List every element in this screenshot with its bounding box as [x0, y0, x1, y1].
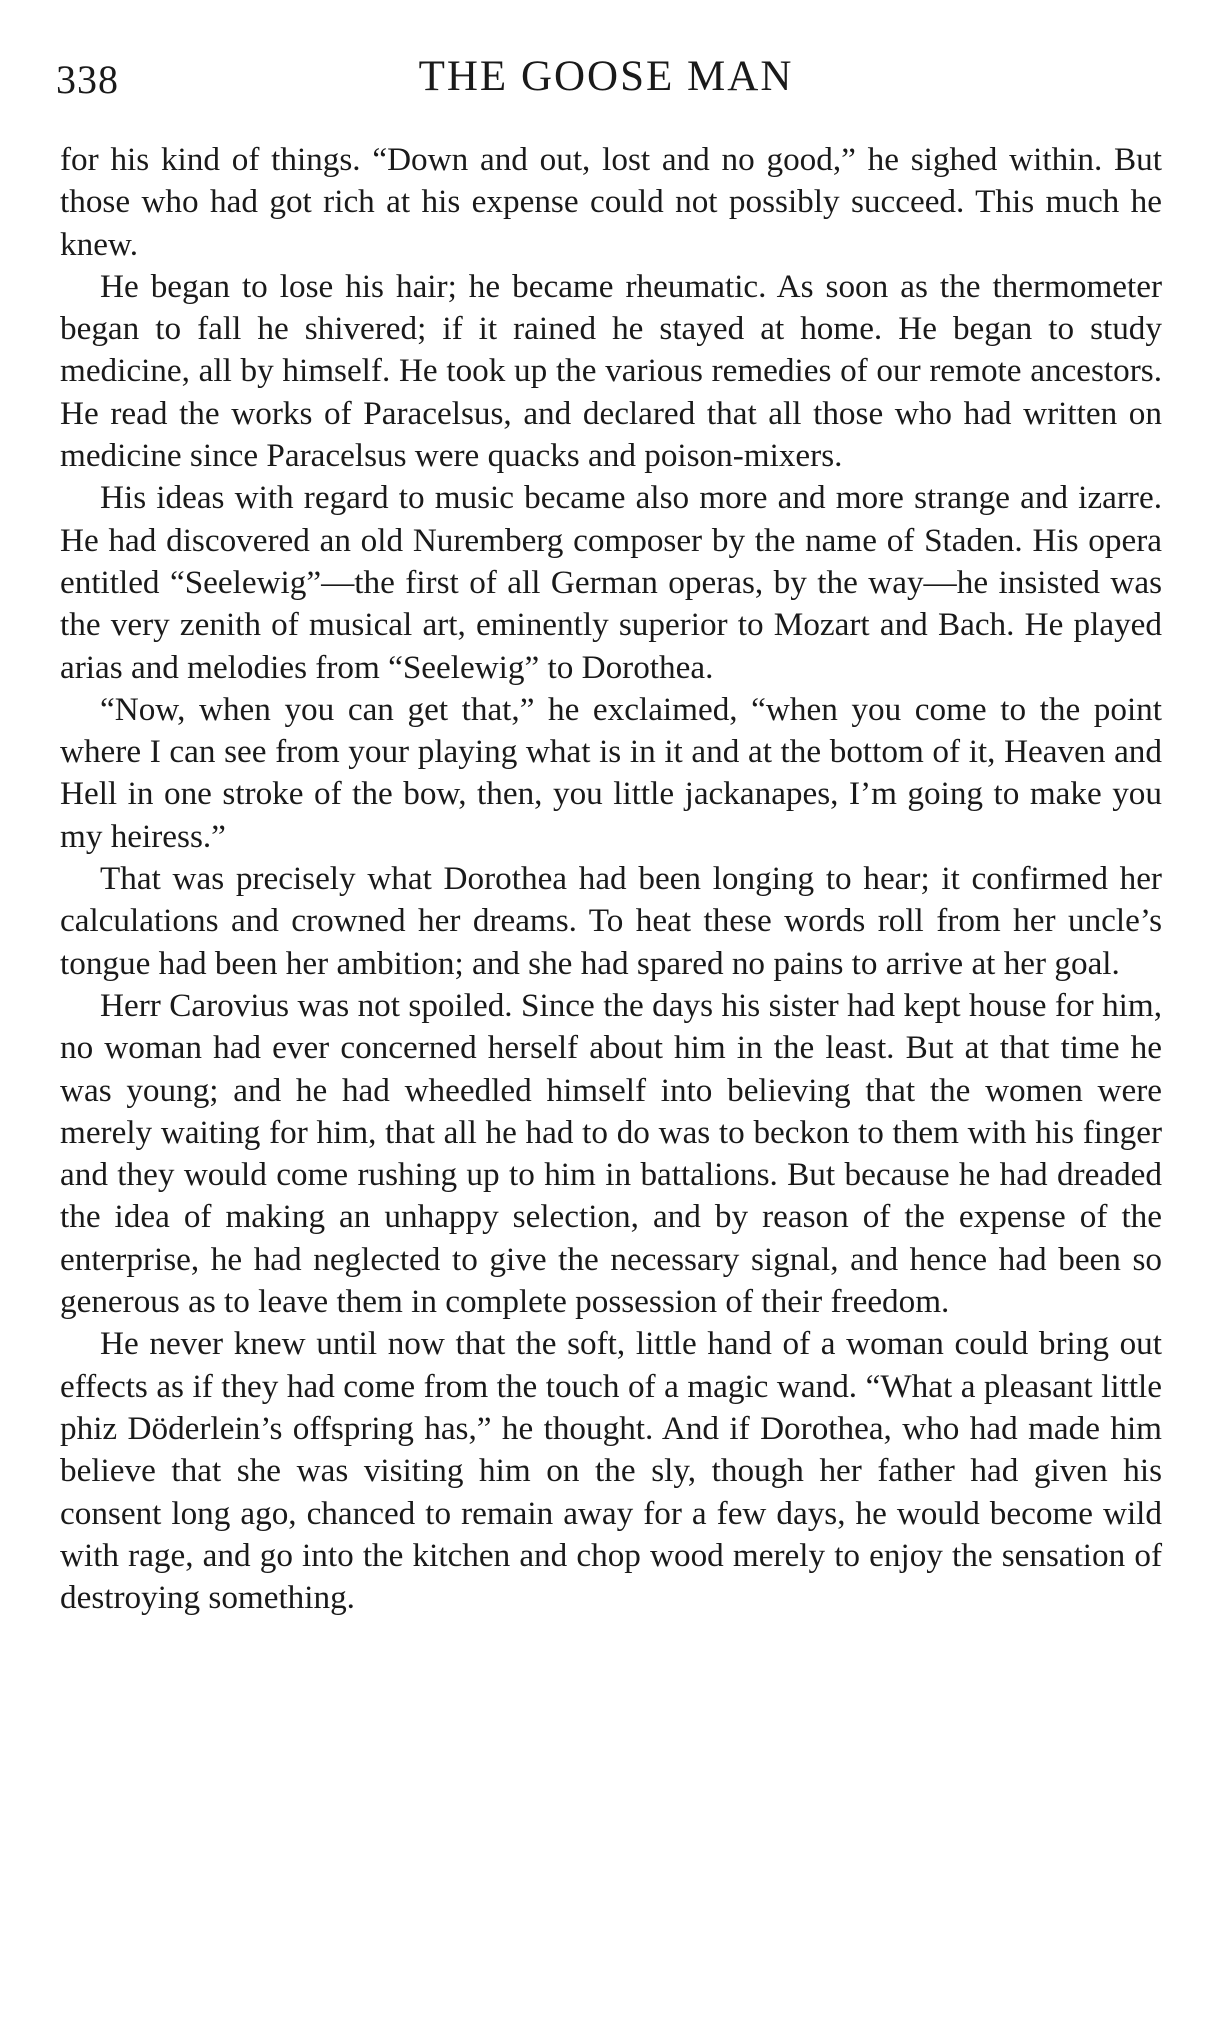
paragraph: His ideas with regard to music became also more and more strange and izarre. He had discovered an old Nuremberg composer by the name of Staden. His opera entitled “Seelewig”—the first of all German operas, by the way—he insisted was the very zenith of musical art, eminently superior to Mozart and Bach. He played arias and melodies from “Seelewig” to Dorothea. [60, 479, 1162, 686]
body-text [60, 139, 1162, 1619]
paragraph: “Now, when you can get that,” he exclaimed, “when you come to the point where I can see from your playing what is in it and at the bottom of it, Heaven and Hell in one stroke of the bow, then, you little jackanapes, I’m going to make you my heiress.” [60, 690, 1162, 855]
page-number: 338 [56, 57, 119, 102]
running-head: THE GOOSE MAN [418, 53, 794, 100]
paragraph: That was precisely what Dorothea had been longing to hear; it confirmed her calculations and crowned her dreams. To heat these words roll from her uncle’s tongue had been her ambition; and she had spared no pains to arrive at her goal. [60, 860, 1162, 982]
paragraph: He never knew until now that the soft, little hand of a woman could bring out effects as if they had come from the touch of a magic wand. “What a pleasant little phiz Döderlein’s offspring has,” he thought. And if Dorothea, who had made him believe that she was visiting him on the sly, though her father had given his consent long ago, chanced to remain away for a few days, he would become wild with rage, and go into the kitchen and chop wood merely to enjoy the sensation of destroying something. [60, 1325, 1162, 1617]
paragraph: He began to lose his hair; he became rheumatic. As soon as the thermometer began to fall he shivered; if it rained he stayed at home. He began to study medicine, all by himself. He took up the various remedies of our remote ancestors. He read the works of Paracelsus, and declared that all those who had written on medicine since Paracelsus were quacks and poison-mixers. [60, 267, 1162, 475]
paragraph: for his kind of things. “Down and out, lost and no good,” he sighed within. But those who had got rich at his expense could not possibly succeed. This much he knew. [60, 141, 1162, 263]
page-header [56, 52, 1156, 112]
paragraph: Herr Carovius was not spoiled. Since the days his sister had kept house for him, no woman had ever concerned herself about him in the least. But at that time he was young; and he had wheedled himself into believing that the women were merely waiting for him, that all he had to do was to beckon to them with his finger and they would come rushing up to him in battalions. But because he had dreaded the idea of making an unhappy selection, and by reason of the expense of the enterprise, he had neglected to give the necessary signal, and hence had been so generous as to leave them in complete possession of their freedom. [60, 986, 1162, 1321]
